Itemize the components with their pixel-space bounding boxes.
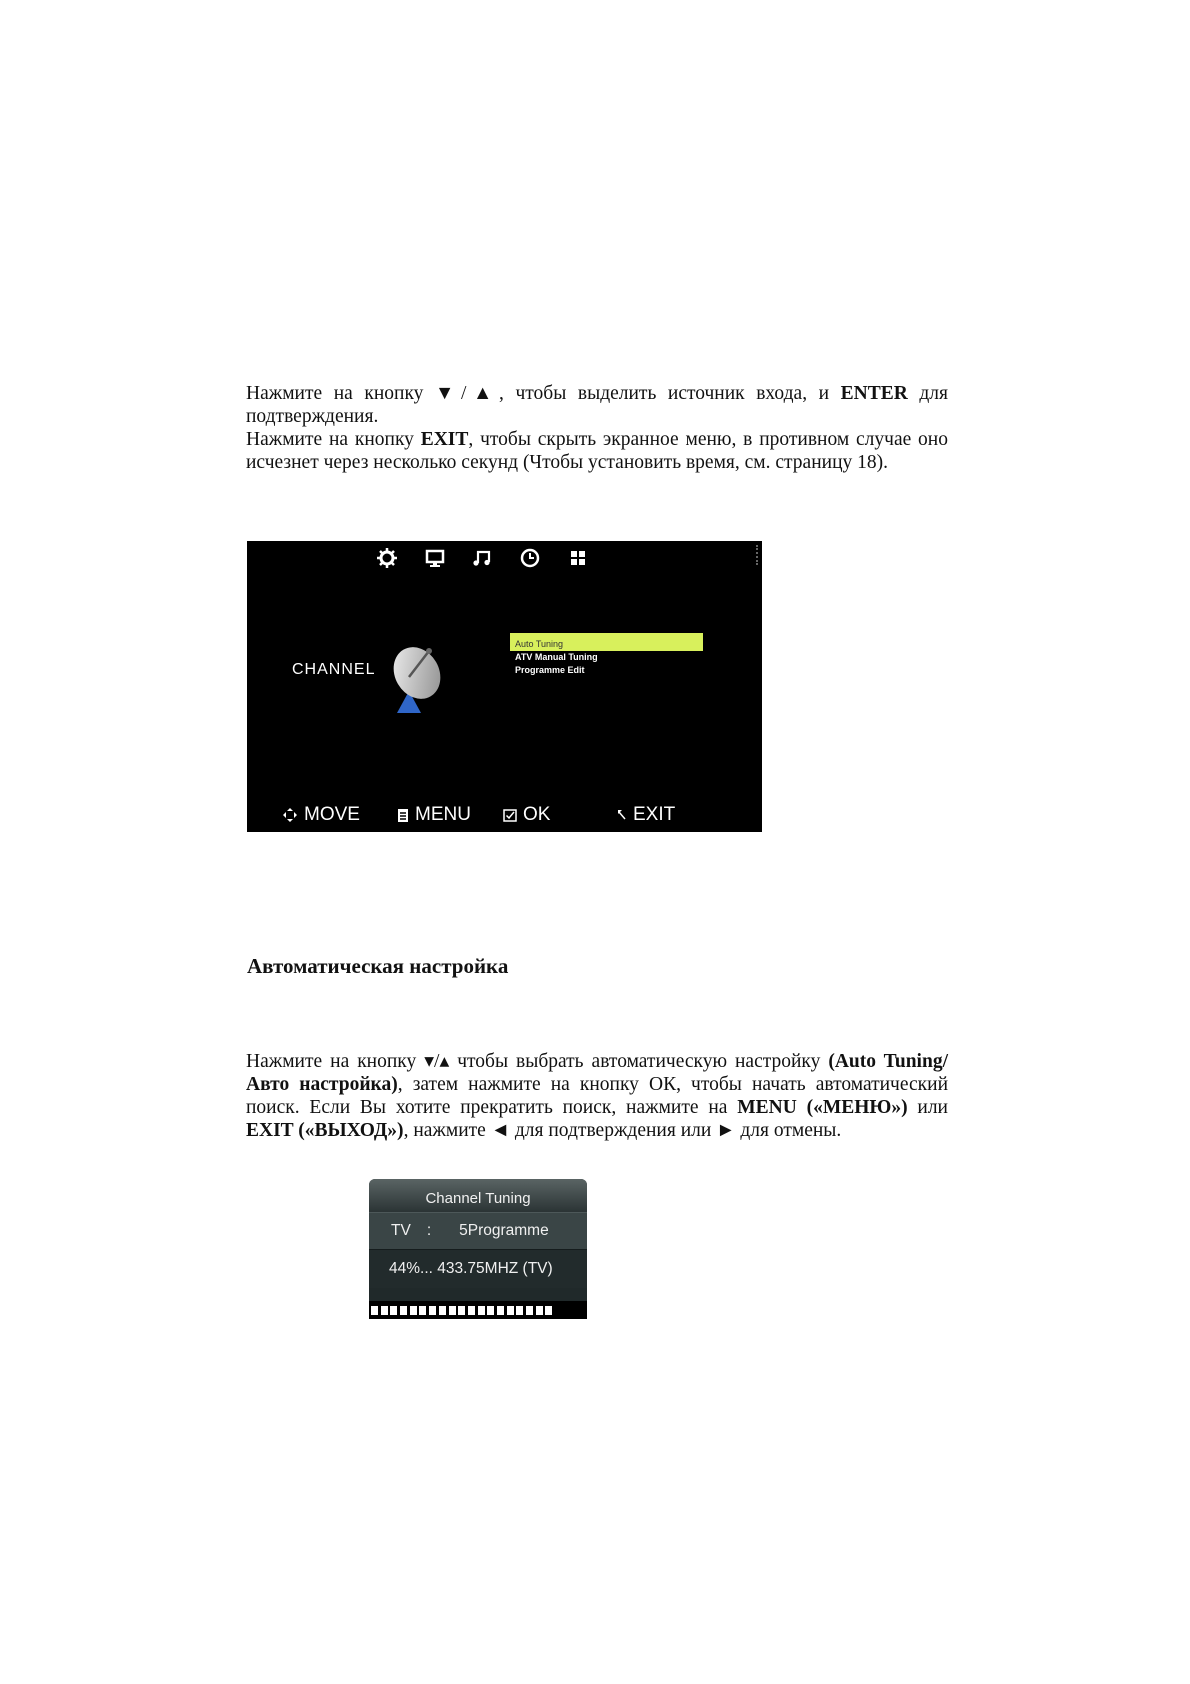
bold-run: EXIT («ВЫХОД») — [246, 1120, 404, 1141]
section-label: CHANNEL — [292, 661, 376, 678]
progress-segment — [545, 1306, 552, 1315]
menu-icon — [397, 808, 409, 823]
progress-segment — [429, 1306, 436, 1315]
footer-menu — [397, 803, 471, 827]
menu-item-atv-manual-tuning[interactable]: ATV Manual Tuning — [515, 652, 598, 662]
clock-icon[interactable] — [517, 545, 543, 571]
programme-count: 5Programme — [459, 1222, 549, 1239]
footer-ok-label: OK — [523, 804, 551, 825]
menu-item-auto-tuning[interactable]: Auto Tuning — [510, 633, 703, 651]
return-arrow-icon — [617, 809, 627, 821]
footer-ok — [503, 803, 550, 827]
edge-marker — [756, 545, 760, 565]
text-run: Нажмите на кнопку ▼/▲, чтобы выделить источник входа, и — [246, 383, 841, 404]
progress-segment — [400, 1306, 407, 1315]
bold-run: MENU («МЕНЮ») — [737, 1097, 908, 1118]
footer-move-label: MOVE — [304, 804, 360, 825]
progress-segment — [439, 1306, 446, 1315]
progress-segment — [390, 1306, 397, 1315]
tuning-status: 44%... 433.75MHZ (TV) — [369, 1250, 587, 1288]
progress-segment — [371, 1306, 378, 1315]
channel-tuning-dialog — [369, 1179, 587, 1319]
text-run: , нажмите ◄ для подтверждения или ► для отмены. — [403, 1120, 842, 1141]
progress-segment — [536, 1306, 543, 1315]
footer-exit-label: EXIT — [633, 804, 676, 825]
text-run: , чтобы скрыть экранное меню, в противном случае оно исчезнет через несколько секунд (Чтобы установить время, см. страницу 18). — [246, 429, 948, 473]
footer-move — [282, 803, 360, 827]
footer-exit — [617, 803, 675, 827]
progress-segment — [458, 1306, 465, 1315]
separator: : — [426, 1222, 432, 1239]
exit-key-name: EXIT — [420, 429, 469, 450]
section-heading: Автоматическая настройка — [247, 954, 509, 978]
intro-paragraph — [246, 382, 948, 474]
text-run: Нажмите на кнопку — [246, 429, 421, 450]
text-run: Нажмите на кнопку ▾/▴ чтобы выбрать автоматическую настройку — [246, 1051, 829, 1072]
progress-segment — [449, 1306, 456, 1315]
ok-checkbox-icon — [503, 809, 517, 822]
progress-fill — [371, 1306, 555, 1315]
progress-segment — [487, 1306, 494, 1315]
text-run: , затем нажмите на кнопку ОК, чтобы начать автоматический поиск. Если Вы хотите прекратить поиск, нажмите на — [246, 1074, 948, 1118]
progress-segment — [497, 1306, 504, 1315]
source-label: TV — [391, 1222, 411, 1239]
progress-segment — [516, 1306, 523, 1315]
auto-tuning-paragraph — [246, 1050, 948, 1142]
progress-segment — [478, 1306, 485, 1315]
tv-channel-menu-screenshot — [247, 541, 762, 832]
music-note-icon[interactable] — [469, 545, 495, 571]
grid-icon[interactable] — [565, 545, 591, 571]
menu-item-programme-edit[interactable]: Programme Edit — [515, 665, 585, 675]
monitor-icon[interactable] — [422, 545, 448, 571]
channel-menu-list — [510, 633, 703, 677]
progress-bar — [369, 1301, 587, 1319]
progress-segment — [507, 1306, 514, 1315]
text-run: или — [907, 1097, 948, 1118]
gear-icon[interactable] — [374, 545, 400, 571]
satellite-dish-icon — [387, 641, 447, 715]
text-run: для подтверждения. — [246, 383, 948, 427]
enter-key-name: ENTER — [840, 383, 908, 404]
footer-menu-label: MENU — [415, 804, 471, 825]
progress-segment — [381, 1306, 388, 1315]
move-arrows-icon — [282, 807, 298, 823]
dialog-title: Channel Tuning — [369, 1179, 587, 1212]
progress-segment — [419, 1306, 426, 1315]
progress-segment — [410, 1306, 417, 1315]
bold-run: (Auto Tuning/ Авто настройка) — [246, 1051, 948, 1095]
progress-segment — [468, 1306, 475, 1315]
progress-segment — [526, 1306, 533, 1315]
programme-row — [369, 1212, 587, 1250]
